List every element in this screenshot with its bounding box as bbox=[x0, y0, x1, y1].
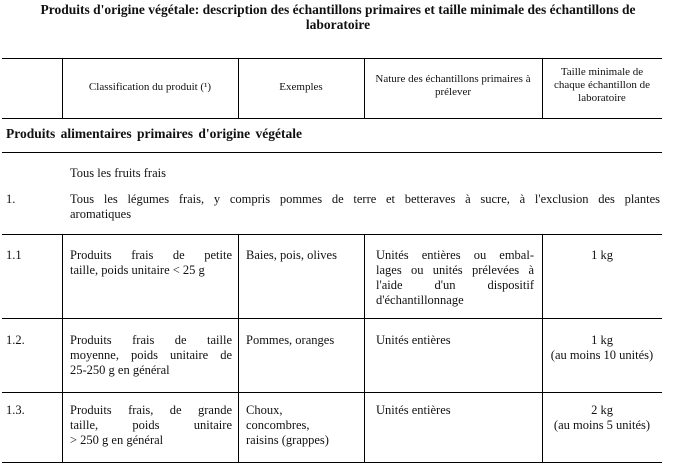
group-1-number: 1. bbox=[6, 192, 16, 206]
title-line-2: laboratoire bbox=[305, 17, 371, 32]
row-2-size bbox=[542, 333, 662, 363]
page-title bbox=[0, 2, 676, 32]
row-3-classification-line-2: taille, poids unitaire bbox=[70, 418, 232, 432]
group-1-line-b1: Tous les légumes frais, y compris pommes de terre et betteraves à sucre, à l'exclusion des plantes bbox=[70, 192, 660, 206]
body-divider-2 bbox=[238, 234, 239, 462]
header-size bbox=[542, 66, 662, 105]
row-rule-3 bbox=[2, 392, 662, 393]
header-classification: Classification du produit (¹) bbox=[88, 81, 212, 93]
row-1-classification-line-2: taille, poids unitaire < 25 g bbox=[70, 263, 205, 277]
row-2-number: 1.2. bbox=[6, 333, 25, 347]
row-3-size bbox=[542, 403, 662, 433]
row-2-classification bbox=[70, 333, 232, 378]
header-nature-line-2: prélever bbox=[434, 86, 472, 98]
row-rule-1 bbox=[2, 234, 662, 235]
header-size-line-2: chaque échantillon de bbox=[554, 79, 650, 91]
group-1-line-b2: aromatiques bbox=[70, 207, 132, 221]
group-1-line-a: Tous les fruits frais bbox=[70, 166, 166, 180]
row-3-nature: Unités entières bbox=[376, 403, 451, 417]
row-1-number: 1.1 bbox=[6, 248, 22, 262]
row-3-classification-line-3: > 250 g en général bbox=[70, 433, 164, 447]
row-3-classification-line-1: Produits frais, de grande bbox=[70, 403, 232, 417]
row-1-size: 1 kg bbox=[591, 248, 613, 262]
row-2-classification-line-1: Produits frais de taille bbox=[70, 333, 232, 347]
header-size-line-3: laboratoire bbox=[578, 92, 626, 104]
row-2-size-line-1: 1 kg bbox=[591, 333, 613, 347]
header-nature-line-1: Nature des échantillons primaires à bbox=[375, 73, 531, 85]
table-top-rule bbox=[2, 58, 662, 59]
header-nature bbox=[364, 73, 542, 99]
row-2-size-line-2: (au moins 10 unités) bbox=[550, 348, 654, 362]
row-3-examples bbox=[246, 403, 329, 448]
row-1-classification bbox=[70, 248, 232, 278]
header-examples: Exemples bbox=[279, 81, 323, 93]
header-size-line-1: Taille minimale de bbox=[560, 66, 644, 78]
row-2-examples: Pommes, oranges bbox=[246, 333, 335, 347]
row-2-classification-line-2: moyenne, poids unitaire de bbox=[70, 348, 232, 362]
row-3-examples-line-3: raisins (grappes) bbox=[246, 433, 329, 447]
row-3-classification bbox=[70, 403, 232, 448]
section-title: Produits alimentaires primaires d'origine végétale bbox=[6, 126, 302, 141]
row-1-classification-line-1: Produits frais de petite bbox=[70, 248, 232, 262]
table-bottom-rule bbox=[2, 462, 662, 463]
title-line-1: Produits d'origine végétale: description des échantillons primaires et taille minimale des échantillons de bbox=[40, 2, 636, 17]
row-1-nature-line-3: l'aide d'un dispositif bbox=[376, 278, 534, 292]
row-3-examples-line-1: Choux, bbox=[246, 403, 283, 417]
row-3-number: 1.3. bbox=[6, 403, 25, 417]
section-rule bbox=[2, 152, 662, 153]
row-1-nature-line-1: Unités entières ou embal- bbox=[376, 248, 534, 262]
row-3-examples-line-2: concombres, bbox=[246, 418, 310, 432]
row-rule-2 bbox=[2, 318, 662, 319]
body-divider-3 bbox=[364, 234, 365, 462]
body-divider-1 bbox=[62, 234, 63, 462]
row-3-size-line-1: 2 kg bbox=[591, 403, 613, 417]
row-3-size-line-2: (au moins 5 unités) bbox=[553, 418, 651, 432]
row-1-nature-line-4: d'échantillonnage bbox=[376, 293, 464, 307]
row-1-nature bbox=[376, 248, 534, 308]
row-2-nature: Unités entières bbox=[376, 333, 451, 347]
row-2-classification-line-3: 25-250 g en général bbox=[70, 363, 170, 377]
header-bottom-rule bbox=[2, 118, 662, 119]
row-1-examples: Baies, pois, olives bbox=[246, 248, 337, 262]
row-1-nature-line-2: lages ou unités prélevées à bbox=[376, 263, 534, 277]
